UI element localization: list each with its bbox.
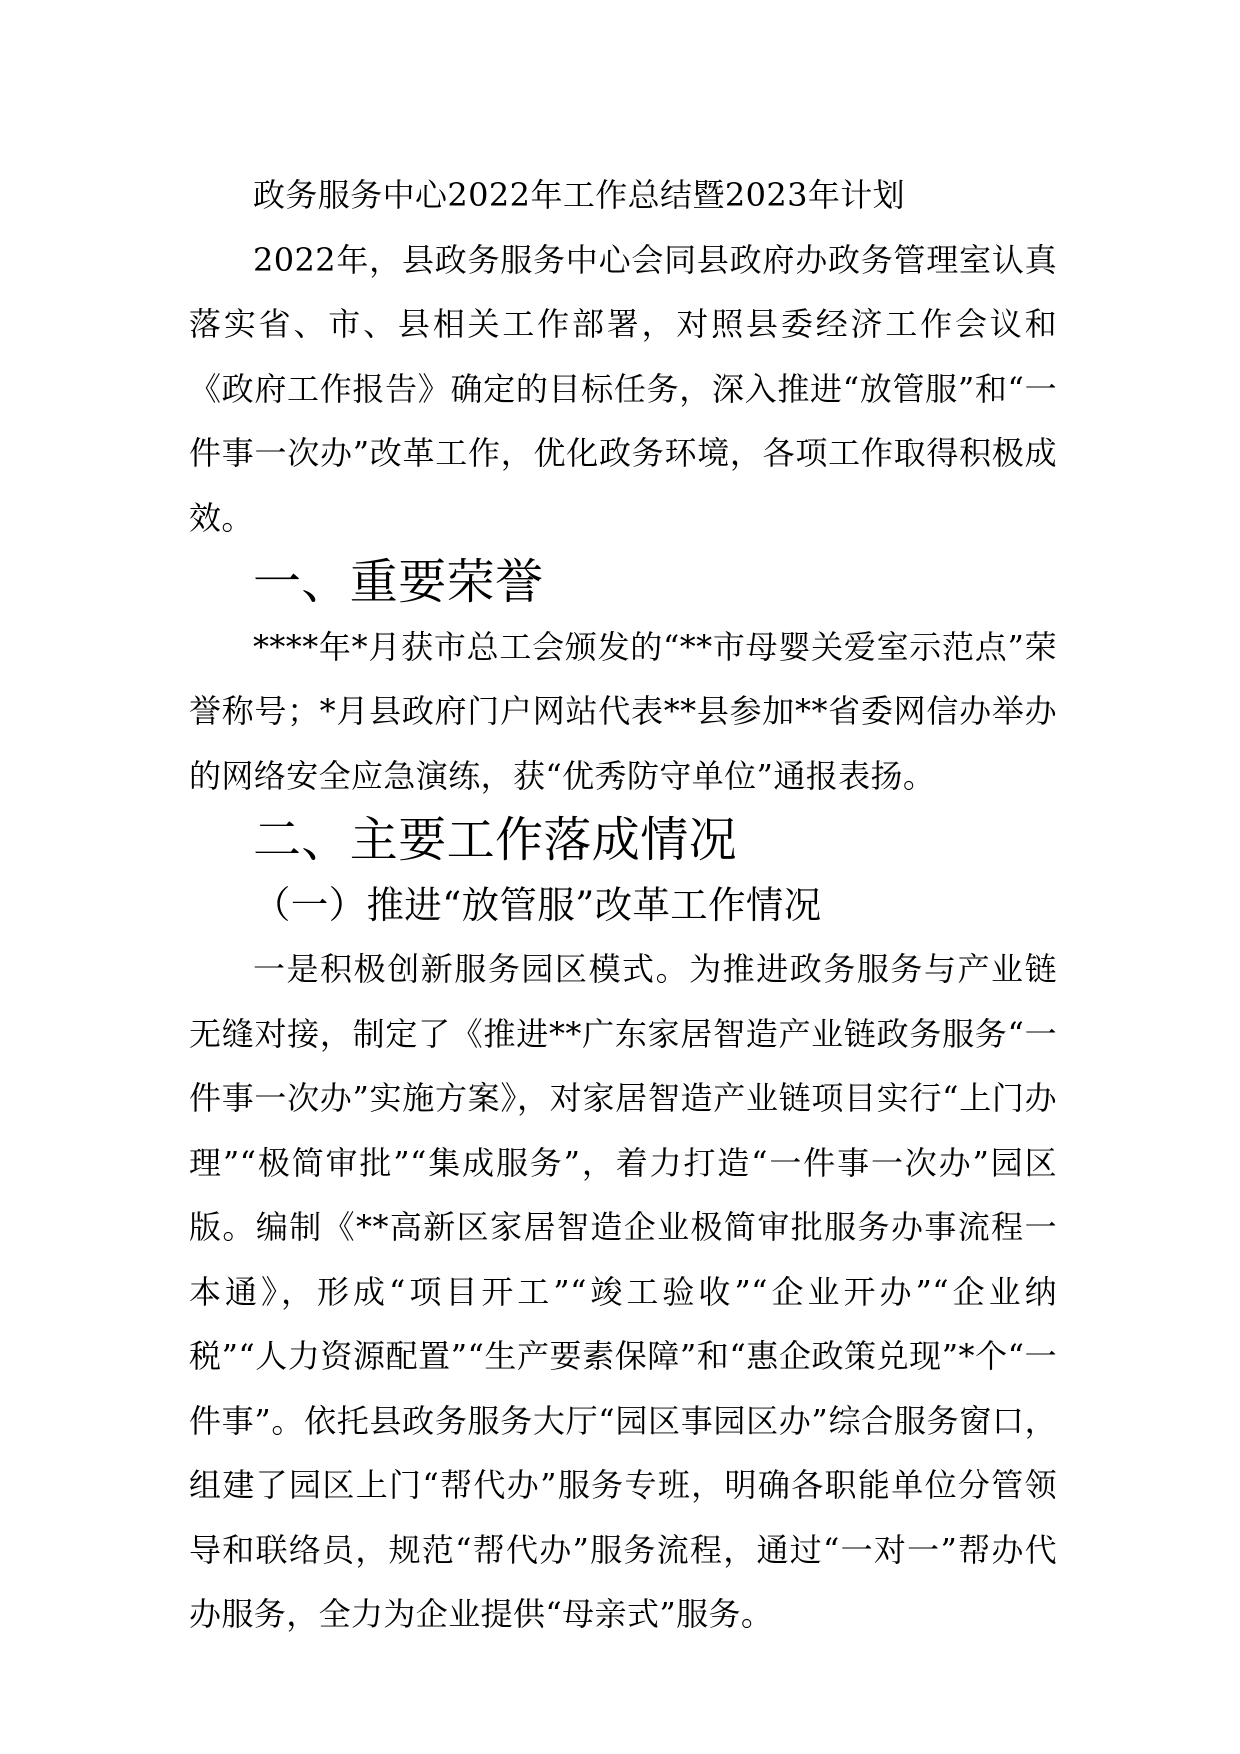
reform-paragraph: 一是积极创新服务园区模式。为推进政务服务与产业链无缝对接，制定了《推进**广东家居智造产业链政务服务“一件事一次办”实施方案》，对家居智造产业链项目实行“上门办理”“极简审批”“集成服务”，着力打造“一件事一次办”园区版。编制《**高新区家居智造企业极简审批服务办事流程一本通》，形成“项目开工”“竣工验收”“企业开办”“企业纳税”“人力资源配置”“生产要素保障”和“惠企政策兑现”*个“一件事”。依托县政务服务大厅“园区事园区办”综合服务窗口，组建了园区上门“帮代办”服务专班，明确各职能单位分管领导和联络员，规范“帮代办”服务流程，通过“一对一”帮办代办服务，全力为企业提供“母亲式”服务。 bbox=[189, 950, 1057, 1633]
section-heading-main-work: 二、主要工作落成情况 bbox=[253, 812, 738, 868]
section-heading-honors: 一、重要荣誉 bbox=[253, 554, 544, 610]
honors-paragraph: ****年*月获市总工会颁发的“**市母婴关爱室示范点”荣誉称号；*月县政府门户网站代表**县参加**省委网信办举办的网络安全应急演练，获“优秀防守单位”通报表扬。 bbox=[189, 627, 1057, 795]
intro-paragraph: 2022年，县政务服务中心会同县政府办政务管理室认真落实省、市、县相关工作部署，对照县委经济工作会议和《政府工作报告》确定的目标任务，深入推进“放管服”和“一件事一次办”改革工作，优化政务环境，各项工作取得积极成效。 bbox=[189, 240, 1057, 537]
document-page bbox=[189, 163, 1057, 1647]
subsection-heading-reform: （一）推进“放管服”改革工作情况 bbox=[253, 882, 822, 927]
document-title: 政务服务中心2022年工作总结暨2023年计划 bbox=[253, 176, 906, 214]
